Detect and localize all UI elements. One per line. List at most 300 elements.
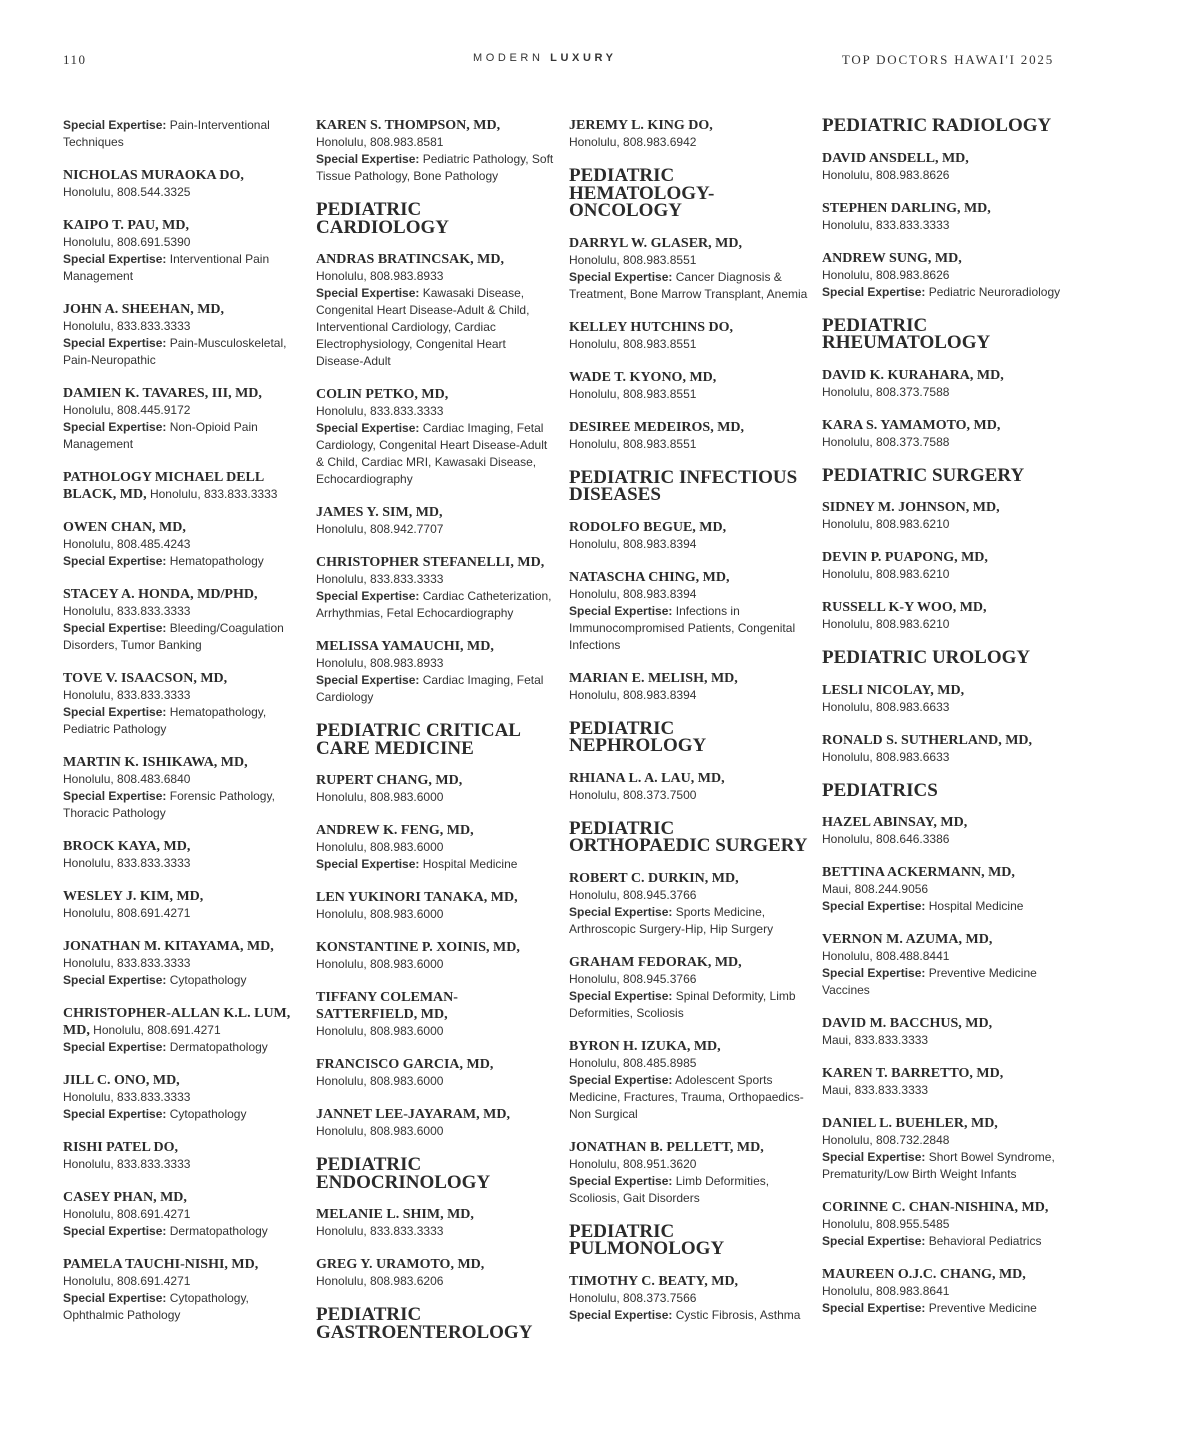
doctor-name: DAVID K. KURAHARA, MD, (822, 367, 1004, 383)
doctor-name: KAIPO T. PAU, MD, (63, 218, 189, 233)
doctor-contact: Honolulu, 808.983.6000 (316, 1074, 444, 1088)
doctor-name-line (63, 519, 303, 536)
doctor-entry (63, 1072, 303, 1123)
doctor-expertise (63, 251, 303, 285)
doctor-expertise (63, 1290, 303, 1324)
doctor-entry (822, 1065, 1067, 1099)
doctor-contact: Honolulu, 808.983.8394 (569, 586, 697, 601)
doctor-entry (569, 569, 809, 654)
doctor-contact: Honolulu, 833.833.3333 (63, 688, 191, 702)
expertise-label: Special Expertise: (316, 152, 420, 166)
doctor-contact: Maui, 833.833.3333 (822, 1033, 929, 1047)
expertise-label: Special Expertise: (316, 857, 420, 871)
doctor-name: RODOLFO BEGUE, MD, (569, 519, 727, 535)
expertise-text: Cytopathology (169, 1107, 247, 1121)
expertise-label: Special Expertise: (316, 286, 420, 300)
doctor-name: LEN YUKINORI TANAKA, MD, (316, 890, 518, 905)
doctor-contact: Honolulu, 808.983.8581 (316, 135, 444, 149)
expertise-label: Special Expertise: (63, 1291, 167, 1305)
doctor-name-line (63, 469, 303, 503)
doctor-entry (822, 417, 1067, 451)
expertise-label: Special Expertise: (822, 1301, 926, 1315)
doctor-contact: Honolulu, 808.983.6000 (316, 790, 444, 804)
doctor-contact: Honolulu, 808.955.5485 (822, 1217, 950, 1231)
doctor-name: KAREN S. THOMPSON, MD, (316, 118, 501, 133)
expertise-label: Special Expertise: (822, 899, 926, 913)
doctor-contact: Honolulu, 808.691.4271 (63, 906, 191, 920)
doctor-name: KAREN T. BARRETTO, MD, (822, 1066, 1004, 1081)
doctor-expertise (316, 856, 556, 873)
expertise-text: Preventive Medicine (928, 1301, 1037, 1315)
doctor-contact: Honolulu, 833.833.3333 (63, 956, 191, 970)
doctor-contact: Honolulu, 808.983.6210 (822, 517, 950, 531)
doctor-name-line (569, 419, 809, 436)
doctor-entry (822, 150, 1067, 184)
doctor-name: MARTIN K. ISHIKAWA, MD, (63, 755, 248, 770)
doctor-name: OWEN CHAN, MD, (63, 520, 186, 535)
doctor-contact: Honolulu, 808.983.6000 (316, 1024, 444, 1038)
doctor-name-line (569, 369, 809, 386)
expertise-label: Special Expertise: (569, 988, 673, 1003)
doctor-name: RONALD S. SUTHERLAND, MD, (822, 732, 1033, 748)
expertise-text: Adolescent Sports Medicine, Fractures, Trauma, Orthopaedics-Non Surgical (569, 1072, 804, 1121)
doctor-name: CORINNE C. CHAN-NISHINA, MD, (822, 1200, 1049, 1215)
doctor-name-line (822, 250, 1067, 267)
doctor-contact: Honolulu, 808.983.8626 (822, 167, 950, 182)
doctor-expertise (822, 898, 1067, 915)
expertise-label: Special Expertise: (822, 1150, 926, 1164)
doctor-entry (316, 554, 556, 622)
expertise-label: Special Expertise: (63, 336, 167, 350)
doctor-name: JAMES Y. SIM, MD, (316, 505, 443, 520)
doctor-entry (569, 117, 809, 151)
doctor-name: NATASCHA CHING, MD, (569, 569, 730, 585)
doctor-entry (63, 301, 303, 369)
section-heading: PEDIATRIC ENDOCRINOLOGY (316, 1154, 491, 1193)
doctor-expertise (316, 285, 556, 370)
doctor-name: RUPERT CHANG, MD, (316, 773, 463, 788)
doctor-entry (822, 1015, 1067, 1049)
doctor-expertise (569, 988, 809, 1022)
expertise-text: Limb Deformities, Scoliosis, Gait Disorders (569, 1173, 770, 1205)
doctor-name-line (569, 670, 809, 687)
expertise-text: Cardiac Imaging, Fetal Cardiology (316, 673, 544, 704)
doctor-entry (569, 1038, 809, 1123)
doctor-contact: Honolulu, 808.983.6000 (316, 840, 444, 854)
doctor-contact: Honolulu, 833.833.3333 (63, 1157, 191, 1171)
doctor-expertise (569, 1307, 809, 1324)
expertise-text: Hematopathology (169, 554, 264, 568)
doctor-contact: Honolulu, 808.983.8551 (569, 386, 697, 401)
doctor-name: TOVE V. ISAACSON, MD, (63, 671, 228, 686)
doctor-expertise (822, 1233, 1067, 1250)
doctor-entry (569, 319, 809, 353)
doctor-name: JANNET LEE-JAYARAM, MD, (316, 1107, 510, 1122)
expertise-label: Special Expertise: (63, 118, 167, 132)
doctor-contact: Honolulu, 833.833.3333 (316, 1224, 444, 1238)
doctor-entry (822, 599, 1067, 633)
section-heading: PEDIATRIC RADIOLOGY (822, 115, 1052, 136)
expertise-label: Special Expertise: (63, 1040, 167, 1054)
expertise-label: Special Expertise: (569, 1072, 673, 1087)
doctor-name: MAUREEN O.J.C. CHANG, MD, (822, 1267, 1026, 1282)
doctor-name: VERNON M. AZUMA, MD, (822, 932, 993, 947)
doctor-contact: Honolulu, 808.691.4271 (93, 1023, 221, 1037)
expertise-label: Special Expertise: (63, 621, 167, 635)
expertise-text: Hospital Medicine (422, 857, 518, 871)
doctor-name: NICHOLAS MURAOKA DO, (63, 168, 244, 183)
doctor-entry (569, 1139, 809, 1207)
doctor-entry (822, 682, 1067, 716)
doctor-name-line (822, 150, 1067, 167)
doctor-name-line (822, 499, 1067, 516)
expertise-text: Forensic Pathology, Thoracic Pathology (63, 789, 275, 820)
masthead-modern: MODERN (473, 52, 544, 64)
expertise-text: Pediatric Pathology, Soft Tissue Pathology, Bone Pathology (316, 152, 554, 183)
doctor-entry (569, 770, 809, 804)
doctor-name-line (822, 1065, 1067, 1082)
doctor-name-line (63, 385, 303, 402)
directory-column-4 (822, 117, 1067, 1333)
section-heading: PEDIATRIC ORTHOPAEDIC SURGERY (569, 817, 808, 856)
doctor-contact: Honolulu, 808.983.8394 (569, 687, 697, 702)
doctor-entry (316, 117, 556, 185)
doctor-entry (63, 938, 303, 989)
doctor-name: RHIANA L. A. LAU, MD, (569, 770, 725, 786)
doctor-entry (316, 1106, 556, 1140)
doctor-name: COLIN PETKO, MD, (316, 387, 449, 402)
doctor-name: KARA S. YAMAMOTO, MD, (822, 417, 1001, 433)
doctor-expertise (569, 603, 809, 654)
doctor-contact: Honolulu, 808.544.3325 (63, 185, 191, 199)
expertise-label: Special Expertise: (569, 269, 673, 284)
doctor-contact: Honolulu, 808.983.8641 (822, 1284, 950, 1298)
doctor-name-line (316, 386, 556, 403)
expertise-label: Special Expertise: (63, 789, 167, 803)
doctor-entry (316, 989, 556, 1040)
doctor-name: MELISSA YAMAUCHI, MD, (316, 639, 494, 654)
doctor-contact: Honolulu, 808.483.6840 (63, 772, 191, 786)
doctor-entry (822, 250, 1067, 301)
doctor-contact: Honolulu, 808.691.5390 (63, 235, 191, 249)
doctor-name: ANDREW SUNG, MD, (822, 250, 962, 266)
section-heading: PEDIATRIC CARDIOLOGY (316, 199, 450, 238)
doctor-name-line (316, 989, 556, 1023)
doctor-entry (822, 732, 1067, 766)
doctor-name: BETTINA ACKERMANN, MD, (822, 865, 1015, 880)
doctor-name: SIDNEY M. JOHNSON, MD, (822, 500, 1000, 515)
doctor-expertise (316, 151, 556, 185)
doctor-contact: Honolulu, 808.945.3766 (569, 971, 697, 986)
expertise-text: Cytopathology, Ophthalmic Pathology (63, 1291, 249, 1322)
doctor-name: CASEY PHAN, MD, (63, 1190, 187, 1205)
doctor-name-line (822, 931, 1067, 948)
expertise-label: Special Expertise: (63, 1107, 167, 1121)
doctor-contact: Honolulu, 808.983.6000 (316, 957, 444, 971)
doctor-entry (316, 386, 556, 488)
doctor-entry (822, 931, 1067, 999)
doctor-name-line (316, 1106, 556, 1123)
expertise-text: Cardiac Catheterization, Arrhythmias, Fetal Echocardiography (316, 589, 552, 620)
doctor-contact: Honolulu, 808.983.8933 (316, 269, 444, 283)
doctor-name-line (569, 954, 809, 971)
expertise-label: Special Expertise: (63, 1224, 167, 1238)
doctor-name: HAZEL ABINSAY, MD, (822, 815, 968, 830)
doctor-name: WADE T. KYONO, MD, (569, 369, 717, 385)
doctor-name-line (63, 1005, 303, 1039)
doctor-expertise (63, 788, 303, 822)
doctor-contact: Honolulu, 808.983.6000 (316, 1124, 444, 1138)
doctor-name: JOHN A. SHEEHAN, MD, (63, 302, 225, 317)
doctor-name-line (822, 367, 1067, 384)
doctor-name: TIFFANY COLEMAN-SATTERFIELD, MD, (316, 990, 458, 1022)
expertise-text: Cytopathology (169, 973, 247, 987)
doctor-entry (569, 670, 809, 704)
doctor-contact: Honolulu, 808.983.6210 (822, 617, 950, 631)
section-heading: PEDIATRIC GASTROENTEROLOGY (316, 1304, 533, 1343)
doctor-contact: Honolulu, 808.983.6206 (316, 1274, 444, 1288)
doctor-name: PATHOLOGY MICHAEL DELL BLACK, MD, (63, 470, 264, 502)
doctor-entry (822, 1115, 1067, 1183)
doctor-name: DAVID ANSDELL, MD, (822, 150, 969, 166)
doctor-entry (316, 638, 556, 706)
section-heading: PEDIATRIC NEPHROLOGY (569, 717, 707, 756)
section-heading: PEDIATRIC HEMATOLOGY-ONCOLOGY (569, 165, 715, 221)
doctor-contact: Honolulu, 808.373.7566 (569, 1290, 697, 1305)
doctor-entry (822, 549, 1067, 583)
doctor-name-line (569, 1038, 809, 1055)
doctor-entry (63, 167, 303, 201)
doctor-name-line (569, 235, 809, 252)
doctor-name-line (316, 638, 556, 655)
doctor-name: DAVID M. BACCHUS, MD, (822, 1016, 993, 1031)
doctor-name-line (63, 754, 303, 771)
doctor-contact: Honolulu, 808.983.6633 (822, 749, 950, 764)
doctor-name: STACEY A. HONDA, MD/PHD, (63, 587, 258, 602)
doctor-entry (63, 117, 303, 151)
doctor-entry (316, 772, 556, 806)
expertise-label: Special Expertise: (822, 1234, 926, 1248)
doctor-contact: Honolulu, 808.983.8626 (822, 267, 950, 282)
doctor-entry (569, 954, 809, 1022)
doctor-name-line (822, 1199, 1067, 1233)
doctor-name-line (822, 549, 1067, 566)
doctor-name-line (63, 1139, 303, 1156)
doctor-entry (316, 889, 556, 923)
doctor-name: MELANIE L. SHIM, MD, (316, 1207, 474, 1222)
expertise-label: Special Expertise: (63, 554, 167, 568)
doctor-contact: Honolulu, 808.646.3386 (822, 832, 950, 846)
doctor-name-line (316, 889, 556, 906)
doctor-contact: Honolulu, 833.833.3333 (316, 572, 444, 586)
doctor-contact: Honolulu, 833.833.3333 (149, 487, 278, 501)
doctor-name: BYRON H. IZUKA, MD, (569, 1038, 721, 1054)
doctor-name: ROBERT C. DURKIN, MD, (569, 870, 739, 886)
doctor-contact: Honolulu, 808.373.7588 (822, 384, 950, 399)
section-heading: PEDIATRIC CRITICAL CARE MEDICINE (316, 720, 520, 759)
doctor-expertise (63, 620, 303, 654)
doctor-name-line (316, 554, 556, 588)
doctor-entry (316, 1056, 556, 1090)
doctor-name: RISHI PATEL DO, (63, 1140, 179, 1155)
doctor-name-line (569, 117, 809, 134)
doctor-name: LESLI NICOLAY, MD, (822, 682, 965, 698)
doctor-name: CHRISTOPHER-ALLAN K.L. LUM, MD, (63, 1006, 291, 1038)
doctor-name: ANDRAS BRATINCSAK, MD, (316, 252, 504, 267)
doctor-entry (569, 369, 809, 403)
doctor-name-line (316, 251, 556, 268)
doctor-name: DESIREE MEDEIROS, MD, (569, 419, 745, 435)
expertise-text: Cardiac Imaging, Fetal Cardiology, Congenital Heart Disease-Adult & Child, Cardiac MRI, Kawasaki Disease, Echocardiography (316, 421, 548, 486)
doctor-name: KONSTANTINE P. XOINIS, MD, (316, 940, 520, 955)
doctor-name-line (63, 888, 303, 905)
edition-title: TOP DOCTORS HAWAI'I 2025 (841, 52, 1054, 67)
doctor-name-line (316, 1256, 556, 1273)
doctor-expertise (569, 904, 809, 938)
expertise-text: Non-Opioid Pain Management (63, 420, 258, 451)
doctor-name-line (316, 117, 556, 134)
doctor-entry (569, 519, 809, 553)
doctor-entry (822, 814, 1067, 848)
doctor-entry (63, 1139, 303, 1173)
directory-column-2 (316, 117, 556, 1356)
doctor-name: CHRISTOPHER STEFANELLI, MD, (316, 555, 545, 570)
doctor-expertise (316, 588, 556, 622)
expertise-text: Kawasaki Disease, Congenital Heart Disease-Adult & Child, Interventional Cardiology, Cardiac Electrophysiology, Congenital Heart Disease-Adult (316, 286, 530, 368)
doctor-entry (63, 1189, 303, 1240)
doctor-entry (569, 235, 809, 303)
doctor-name: JONATHAN M. KITAYAMA, MD, (63, 939, 274, 954)
doctor-name-line (822, 417, 1067, 434)
doctor-entry (569, 870, 809, 938)
doctor-contact: Honolulu, 833.833.3333 (316, 404, 444, 418)
doctor-entry (63, 1256, 303, 1324)
doctor-contact: Honolulu, 808.983.8933 (316, 656, 444, 670)
doctor-name-line (316, 772, 556, 789)
doctor-name-line (63, 938, 303, 955)
doctor-name-line (316, 1206, 556, 1223)
doctor-name-line (63, 1256, 303, 1273)
doctor-entry (316, 1256, 556, 1290)
doctor-name-line (569, 770, 809, 787)
doctor-name-line (316, 504, 556, 521)
doctor-name: WESLEY J. KIM, MD, (63, 889, 204, 904)
doctor-contact: Honolulu, 833.833.3333 (63, 604, 191, 618)
expertise-label: Special Expertise: (316, 421, 420, 435)
expertise-text: Hospital Medicine (928, 899, 1024, 913)
doctor-name: STEPHEN DARLING, MD, (822, 200, 991, 216)
doctor-contact: Honolulu, 808.983.8551 (569, 252, 697, 267)
doctor-entry (569, 419, 809, 453)
doctor-entry (63, 469, 303, 503)
doctor-name: KELLEY HUTCHINS DO, (569, 319, 734, 335)
expertise-label: Special Expertise: (822, 284, 926, 299)
expertise-label: Special Expertise: (569, 1307, 673, 1322)
expertise-text: Behavioral Pediatrics (928, 1234, 1042, 1248)
doctor-contact: Honolulu, 808.373.7588 (822, 434, 950, 449)
doctor-expertise (569, 269, 809, 303)
doctor-entry (63, 385, 303, 453)
doctor-entry (316, 251, 556, 370)
doctor-contact: Honolulu, 808.485.8985 (569, 1055, 697, 1070)
doctor-contact: Honolulu, 808.983.6942 (569, 135, 697, 149)
doctor-contact: Honolulu, 833.833.3333 (63, 319, 191, 333)
doctor-name-line (316, 822, 556, 839)
doctor-entry (569, 1273, 809, 1324)
doctor-name-line (822, 814, 1067, 831)
doctor-name-line (822, 200, 1067, 217)
doctor-name-line (63, 167, 303, 184)
doctor-entry (316, 504, 556, 538)
expertise-label: Special Expertise: (569, 603, 673, 618)
doctor-name: PAMELA TAUCHI-NISHI, MD, (63, 1257, 259, 1272)
doctor-expertise (63, 117, 303, 151)
expertise-text: Spinal Deformity, Limb Deformities, Scoliosis (569, 988, 796, 1020)
doctor-contact: Honolulu, 808.732.2848 (822, 1133, 950, 1147)
doctor-name-line (63, 1189, 303, 1206)
expertise-text: Dermatopathology (169, 1040, 268, 1054)
doctor-entry (822, 200, 1067, 234)
expertise-label: Special Expertise: (63, 420, 167, 434)
doctor-expertise (63, 553, 303, 570)
doctor-expertise (63, 704, 303, 738)
doctor-expertise (822, 965, 1067, 999)
expertise-text: Cancer Diagnosis & Treatment, Bone Marrow Transplant, Anemia (569, 269, 808, 301)
doctor-name-line (63, 217, 303, 234)
doctor-contact: Honolulu, 808.691.4271 (63, 1207, 191, 1221)
directory-column-1 (63, 117, 303, 1340)
doctor-expertise (63, 1106, 303, 1123)
expertise-text: Preventive Medicine Vaccines (822, 966, 1037, 997)
doctor-entry (63, 1005, 303, 1056)
section-heading: PEDIATRIC INFECTIOUS DISEASES (569, 466, 798, 505)
doctor-name-line (569, 569, 809, 586)
expertise-label: Special Expertise: (569, 1173, 673, 1188)
doctor-name-line (316, 939, 556, 956)
doctor-name-line (569, 319, 809, 336)
doctor-contact: Honolulu, 808.983.8394 (569, 536, 697, 551)
expertise-text: Dermatopathology (169, 1224, 268, 1238)
doctor-name-line (316, 1056, 556, 1073)
doctor-contact: Honolulu, 833.833.3333 (822, 217, 950, 232)
doctor-contact: Honolulu, 808.945.3766 (569, 887, 697, 902)
masthead-logo (473, 52, 617, 64)
doctor-contact: Honolulu, 808.983.6210 (822, 567, 950, 581)
doctor-contact: Maui, 833.833.3333 (822, 1083, 929, 1097)
doctor-entry (316, 939, 556, 973)
directory-column-3 (569, 117, 809, 1340)
doctor-name: ANDREW K. FENG, MD, (316, 823, 474, 838)
doctor-entry (63, 888, 303, 922)
doctor-expertise (822, 284, 1067, 301)
doctor-name-line (822, 732, 1067, 749)
doctor-entry (822, 367, 1067, 401)
doctor-name-line (822, 682, 1067, 699)
doctor-name: MARIAN E. MELISH, MD, (569, 670, 738, 686)
doctor-name-line (63, 586, 303, 603)
expertise-text: Sports Medicine, Arthroscopic Surgery-Hip, Hip Surgery (569, 904, 774, 936)
expertise-text: Short Bowel Syndrome, Prematurity/Low Birth Weight Infants (822, 1150, 1055, 1181)
doctor-name: DARRYL W. GLASER, MD, (569, 235, 742, 251)
doctor-name-line (569, 1139, 809, 1156)
doctor-contact: Honolulu, 808.485.4243 (63, 537, 191, 551)
doctor-name: JONATHAN B. PELLETT, MD, (569, 1139, 764, 1155)
doctor-expertise (822, 1149, 1067, 1183)
doctor-contact: Honolulu, 808.373.7500 (569, 787, 697, 802)
doctor-name: DANIEL L. BUEHLER, MD, (822, 1116, 998, 1131)
expertise-label: Special Expertise: (63, 252, 167, 266)
expertise-text: Interventional Pain Management (63, 252, 270, 283)
